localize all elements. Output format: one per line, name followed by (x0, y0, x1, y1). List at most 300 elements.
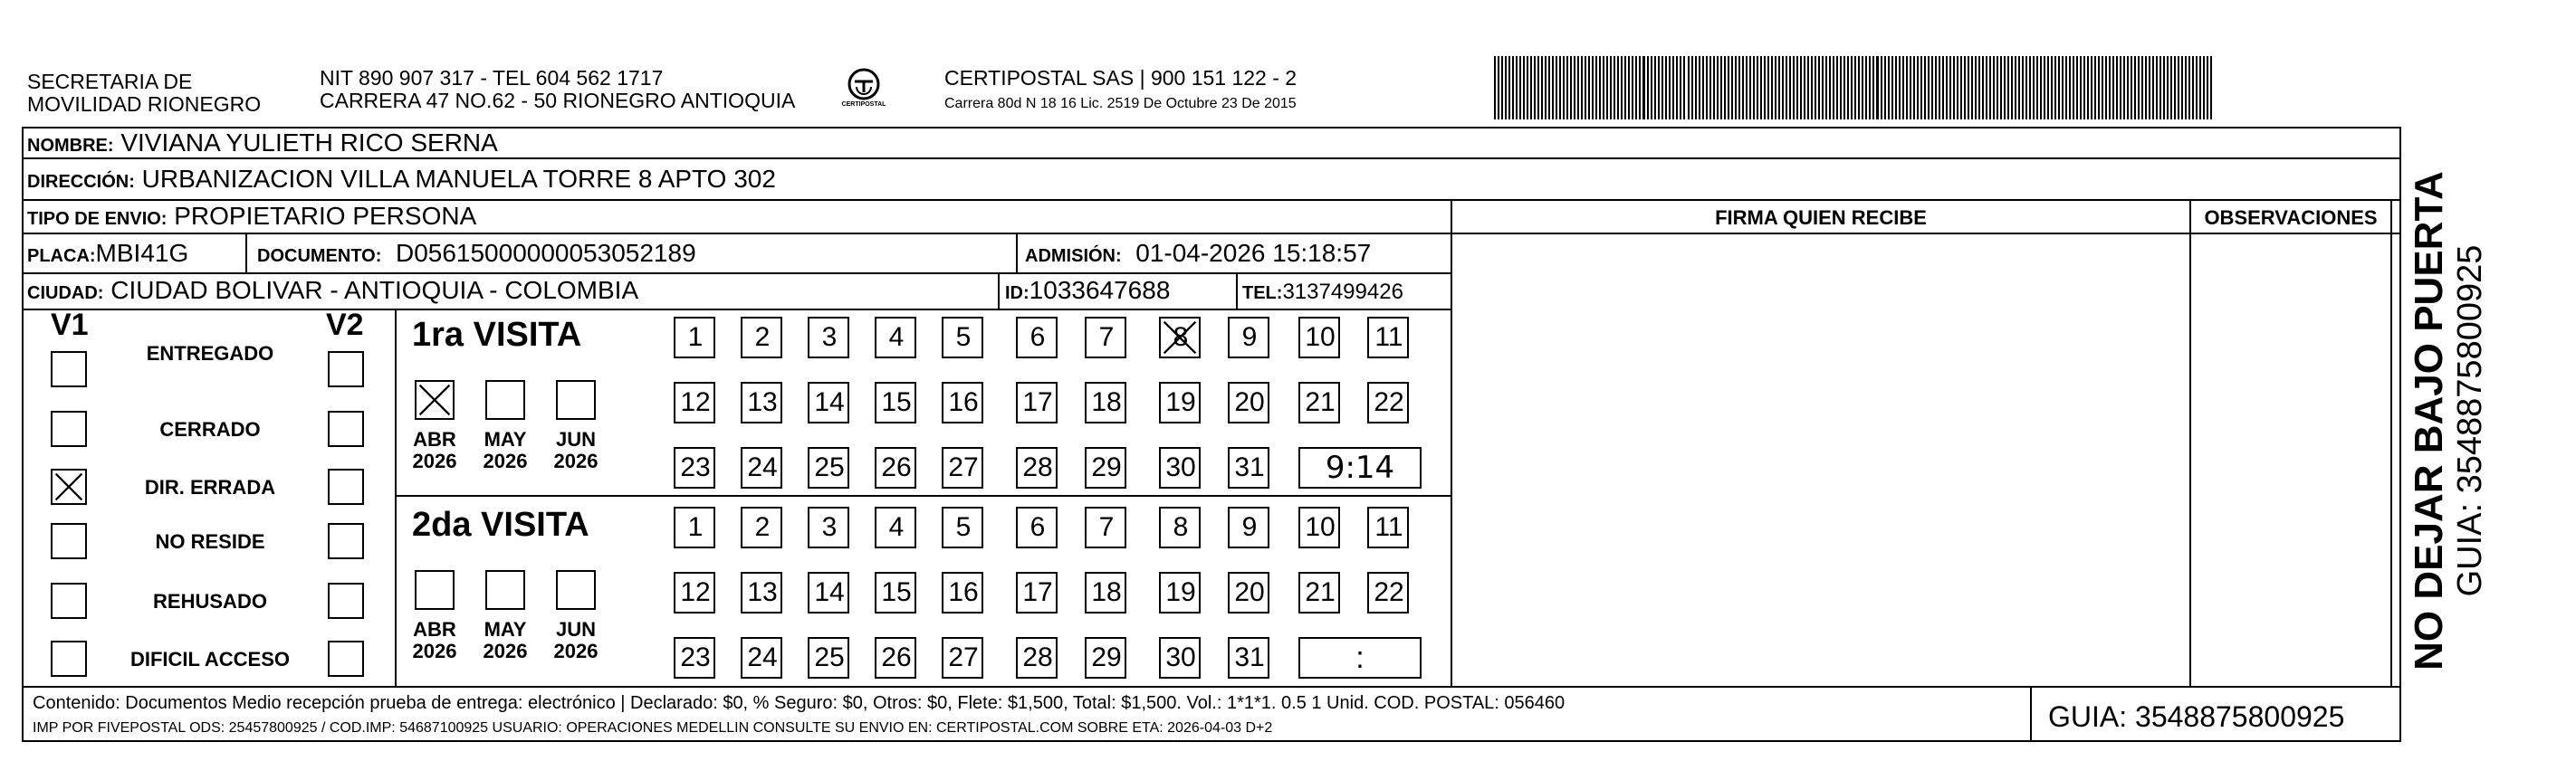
month-name: JUN (555, 618, 596, 641)
status-label: DIR. ERRADA (144, 476, 276, 499)
barcode-bar (2196, 56, 2198, 119)
day-box-12[interactable]: 12 (674, 572, 715, 614)
barcode-bar (1545, 56, 1547, 119)
day-box-12[interactable]: 12 (674, 382, 715, 423)
nombre-field (27, 128, 498, 160)
barcode-bar (1505, 56, 1507, 119)
day-box-27[interactable]: 27 (942, 637, 983, 679)
barcode-bar (2073, 56, 2074, 119)
barcode-bar (1800, 56, 1802, 119)
documento-label: DOCUMENTO: (257, 246, 382, 266)
barcode-bar (1570, 56, 1572, 119)
day-box-16[interactable]: 16 (942, 572, 983, 614)
barcode-bar (1574, 56, 1575, 119)
barcode-bar (1606, 56, 1608, 119)
barcode-bar (1713, 56, 1715, 119)
barcode-bar (1699, 56, 1700, 119)
day-box-26[interactable]: 26 (875, 637, 916, 679)
barcode-bar (1665, 56, 1667, 119)
barcode-bar (1910, 56, 1911, 119)
barcode-bar (1581, 56, 1583, 119)
month-checkbox-abr[interactable] (415, 570, 455, 610)
day-box-15[interactable]: 15 (875, 382, 916, 423)
day-box-6[interactable]: 6 (1016, 507, 1058, 548)
barcode-bar (2102, 56, 2103, 119)
status-label: DIFICIL ACCESO (129, 648, 290, 671)
barcode-bar (1746, 56, 1748, 119)
day-box-14[interactable]: 14 (808, 572, 849, 614)
courier-address: Carrera 80d N 18 16 Lic. 2519 De Octubre 23 De 2015 (944, 96, 1297, 111)
day-box-8[interactable]: 8 (1159, 317, 1201, 358)
month-label (403, 619, 466, 662)
barcode-bar (1942, 56, 1944, 119)
barcode-bar (2094, 56, 2096, 119)
v1-checkbox[interactable] (51, 583, 87, 619)
barcode-bar (1537, 56, 1539, 119)
v2-checkbox[interactable] (328, 411, 364, 447)
barcode-bar (1865, 56, 1867, 119)
v1-checkbox[interactable] (51, 351, 87, 387)
barcode-bar (2051, 56, 2053, 119)
barcode-bar (1782, 56, 1784, 119)
barcode-bar (1931, 56, 1933, 119)
day-box-7[interactable]: 7 (1085, 507, 1126, 548)
barcode-bar (2120, 56, 2121, 119)
barcode-bar (1789, 56, 1791, 119)
barcode-bar (1651, 56, 1652, 119)
barcode-bar (1742, 56, 1744, 119)
day-box-22[interactable]: 22 (1367, 382, 1409, 423)
month-checkbox-may[interactable] (485, 380, 525, 420)
barcode-bar (2149, 56, 2150, 119)
day-box-28[interactable]: 28 (1016, 447, 1058, 489)
tipo-envio-value: PROPIETARIO PERSONA (174, 202, 477, 230)
day-box-3[interactable]: 3 (808, 507, 849, 548)
barcode-bar (1847, 56, 1849, 119)
barcode-bar (1695, 56, 1697, 119)
barcode-bar (2134, 56, 2136, 119)
nit-line: NIT 890 907 317 - TEL 604 562 1717 (320, 66, 664, 90)
barcode-bar (1680, 56, 1681, 119)
barcode-bar (1829, 56, 1831, 119)
barcode-bar (1585, 56, 1586, 119)
contenido-line: Contenido: Documentos Medio recepción prueba de entrega: electrónico | Declarado: $0, % Seguro: $0, Otros: $0, Flete: $1,500, Total: $1,500. Vol.: 1*1*1. 0.5 1 Unid. COD. POSTAL: 056460 (33, 693, 1566, 713)
barcode-bar (2131, 56, 2132, 119)
day-box-31[interactable]: 31 (1228, 447, 1269, 489)
day-box-8[interactable]: 8 (1159, 507, 1201, 548)
barcode-bar (1825, 56, 1827, 119)
barcode-bar (1688, 56, 1690, 119)
barcode-bar (2185, 56, 2187, 119)
day-box-20[interactable]: 20 (1228, 382, 1269, 423)
barcode-bar (1843, 56, 1845, 119)
id-value: 1033647688 (1029, 276, 1171, 304)
barcode-bar (1735, 56, 1737, 119)
day-box-23[interactable]: 23 (674, 637, 715, 679)
barcode-bar (1888, 56, 1890, 119)
barcode-bar (1804, 56, 1805, 119)
barcode-bar (1872, 56, 1874, 119)
barcode-bar (1541, 56, 1543, 119)
documento-value: D05615000000053052189 (395, 239, 696, 267)
barcode-bar (1731, 56, 1733, 119)
barcode-bar (2004, 56, 2006, 119)
month-checkbox-abr[interactable] (415, 380, 455, 420)
barcode-bar (1508, 56, 1510, 119)
agency-name (27, 71, 261, 116)
day-box-21[interactable]: 21 (1298, 572, 1340, 614)
certipostal-logo (838, 65, 889, 116)
visit2-title: 2da VISITA (412, 506, 589, 544)
barcode-bar (1760, 56, 1762, 119)
day-box-10[interactable]: 10 (1298, 507, 1340, 548)
day-box-17[interactable]: 17 (1016, 382, 1058, 423)
day-box-6[interactable]: 6 (1016, 317, 1058, 358)
day-box-7[interactable]: 7 (1085, 317, 1126, 358)
barcode-bar (2123, 56, 2125, 119)
placa-value: MBI41G (95, 239, 189, 267)
tipo-envio-field (27, 202, 476, 233)
day-box-30[interactable]: 30 (1159, 447, 1201, 489)
documento-field (257, 239, 696, 271)
month-name: MAY (484, 428, 527, 451)
month-label (544, 429, 608, 472)
barcode-bar (2069, 56, 2071, 119)
barcode-bar (1628, 56, 1630, 119)
day-box-9[interactable]: 9 (1228, 507, 1269, 548)
barcode-bar (2112, 56, 2114, 119)
barcode-bar (2116, 56, 2118, 119)
day-box-20[interactable]: 20 (1228, 572, 1269, 614)
imp-line: IMP POR FIVEPOSTAL ODS: 25457800925 / COD.IMP: 54687100925 USUARIO: OPERACIONES MEDELLIN CONSULTE SU ENVIO EN: CERTIPOSTAL.COM SOBRE ETA: 2026-04-03 D+2 (33, 720, 1273, 736)
day-box-21[interactable]: 21 (1298, 382, 1340, 423)
month-label (474, 429, 537, 472)
barcode-bar (1577, 56, 1579, 119)
barcode-bar (1563, 56, 1565, 119)
barcode-bar (1891, 56, 1893, 119)
barcode-bar (1552, 56, 1554, 119)
barcode-bar (2170, 56, 2172, 119)
barcode-bar (1501, 56, 1503, 119)
barcode-bar (1793, 56, 1795, 119)
barcode-bar (2141, 56, 2143, 119)
divider (22, 272, 1452, 274)
month-year: 2026 (553, 640, 599, 662)
tel-value: 3137499426 (1282, 280, 1403, 304)
day-box-24[interactable]: 24 (741, 447, 782, 489)
day-box-14[interactable]: 14 (808, 382, 849, 423)
barcode-bar (1647, 56, 1649, 119)
barcode-bar (1654, 56, 1656, 119)
barcode-bar (1527, 56, 1528, 119)
month-year: 2026 (412, 450, 457, 472)
barcode-bar (2047, 56, 2049, 119)
barcode-bar (1617, 56, 1619, 119)
address-line: CARRERA 47 NO.62 - 50 RIONEGRO ANTIOQUIA (320, 89, 796, 112)
barcode-bar (1588, 56, 1590, 119)
day-box-22[interactable]: 22 (1367, 572, 1409, 614)
barcode-bar (1702, 56, 1704, 119)
month-name: ABR (413, 428, 456, 451)
month-checkbox-jun[interactable] (556, 570, 596, 610)
day-box-25[interactable]: 25 (808, 637, 849, 679)
day-box-11[interactable]: 11 (1367, 507, 1409, 548)
tel-field (1242, 278, 1403, 308)
barcode-bar (1720, 56, 1722, 119)
ciudad-value: CIUDAD BOLIVAR - ANTIOQUIA - COLOMBIA (110, 276, 639, 304)
barcode-bar (1658, 56, 1660, 119)
barcode-bar (1738, 56, 1740, 119)
visit1-title: 1ra VISITA (412, 316, 582, 354)
barcode-bar (1946, 56, 1948, 119)
v2-checkbox[interactable] (328, 641, 364, 677)
x-mark (53, 471, 85, 503)
barcode-bar (2044, 56, 2045, 119)
barcode-bar (1811, 56, 1813, 119)
firma-column-heading: FIRMA QUIEN RECIBE (1715, 206, 1927, 229)
barcode-bar (2062, 56, 2064, 119)
barcode-bar (1621, 56, 1623, 119)
day-box-30[interactable]: 30 (1159, 637, 1201, 679)
no-dejar-bajo-puerta: NO DEJAR BAJO PUERTA (2407, 171, 2451, 671)
barcode-bar (1595, 56, 1597, 119)
day-box-29[interactable]: 29 (1085, 447, 1126, 489)
divider (22, 199, 2401, 201)
day-box-4[interactable]: 4 (875, 317, 916, 358)
divider (1451, 199, 1452, 688)
barcode-bar (1672, 56, 1674, 119)
v2-checkbox[interactable] (328, 351, 364, 387)
barcode-bar (2036, 56, 2038, 119)
day-box-10[interactable]: 10 (1298, 317, 1340, 358)
barcode-bar (1709, 56, 1711, 119)
day-box-29[interactable]: 29 (1085, 637, 1126, 679)
barcode-bar (2138, 56, 2140, 119)
barcode-bar (1881, 56, 1882, 119)
barcode-bar (1599, 56, 1601, 119)
month-checkbox-jun[interactable] (556, 380, 596, 420)
id-label: ID: (1005, 283, 1029, 303)
barcode-bar (2163, 56, 2165, 119)
barcode-bar (2033, 56, 2035, 119)
barcode-bar (1913, 56, 1915, 119)
day-box-26[interactable]: 26 (875, 447, 916, 489)
barcode-bar (1728, 56, 1729, 119)
day-box-13[interactable]: 13 (741, 572, 782, 614)
day-box-28[interactable]: 28 (1016, 637, 1058, 679)
day-box-4[interactable]: 4 (875, 507, 916, 548)
nombre-value: VIVIANA YULIETH RICO SERNA (120, 128, 498, 157)
barcode-bar (1624, 56, 1626, 119)
direccion-label: DIRECCIÓN: (27, 172, 135, 192)
time-box[interactable]: 9:14 (1298, 447, 1422, 489)
barcode-bar (1717, 56, 1719, 119)
day-box-16[interactable]: 16 (942, 382, 983, 423)
day-box-5[interactable]: 5 (942, 507, 983, 548)
barcode-bar (2000, 56, 2002, 119)
barcode-bar (2127, 56, 2129, 119)
barcode-bar (2188, 56, 2190, 119)
month-checkbox-may[interactable] (485, 570, 525, 610)
v2-checkbox[interactable] (328, 583, 364, 619)
barcode-bar (2105, 56, 2107, 119)
barcode-bar (1796, 56, 1798, 119)
courier-name: CERTIPOSTAL SAS | 900 151 122 - 2 (944, 66, 1298, 90)
barcode-bar (2159, 56, 2161, 119)
barcode-bar (1753, 56, 1755, 119)
direccion-field (27, 165, 776, 196)
barcode-bar (2040, 56, 2042, 119)
v2-checkbox[interactable] (328, 523, 364, 559)
day-box-1[interactable]: 1 (674, 507, 715, 548)
v1-checkbox[interactable] (51, 641, 87, 677)
barcode-bar (1854, 56, 1856, 119)
day-box-25[interactable]: 25 (808, 447, 849, 489)
agency-line-1: SECRETARIA DE (27, 70, 193, 93)
barcode-bar (1971, 56, 1973, 119)
direccion-value: URBANIZACION VILLA MANUELA TORRE 8 APTO 302 (141, 165, 776, 193)
admision-field (1025, 239, 1371, 271)
barcode-bar (1691, 56, 1693, 119)
barcode-bar (1614, 56, 1615, 119)
time-box[interactable]: : (1298, 637, 1422, 679)
barcode-bar (1869, 56, 1871, 119)
barcode-bar (2167, 56, 2169, 119)
v1-checkbox[interactable] (51, 523, 87, 559)
barcode-bar (2152, 56, 2154, 119)
barcode-bar (2011, 56, 2013, 119)
day-box-18[interactable]: 18 (1085, 382, 1126, 423)
barcode-bar (1975, 56, 1977, 119)
v1-checkbox[interactable] (51, 411, 87, 447)
divider (22, 686, 2401, 688)
barcode-bar (1968, 56, 1969, 119)
month-name: MAY (484, 618, 527, 641)
barcode-bar (1920, 56, 1922, 119)
barcode-bar (2022, 56, 2024, 119)
barcode-bar (2018, 56, 2020, 119)
v2-heading: V2 (326, 308, 364, 342)
month-year: 2026 (553, 450, 599, 472)
barcode-bar (1498, 56, 1499, 119)
day-box-31[interactable]: 31 (1228, 637, 1269, 679)
day-box-18[interactable]: 18 (1085, 572, 1126, 614)
barcode-bar (2181, 56, 2183, 119)
barcode-bar (1902, 56, 1904, 119)
barcode-bar (1818, 56, 1820, 119)
barcode-bar (1822, 56, 1824, 119)
day-box-24[interactable]: 24 (741, 637, 782, 679)
status-label: REHUSADO (153, 590, 267, 613)
day-box-2[interactable]: 2 (741, 317, 782, 358)
day-box-5[interactable]: 5 (942, 317, 983, 358)
day-box-19[interactable]: 19 (1159, 382, 1201, 423)
day-box-19[interactable]: 19 (1159, 572, 1201, 614)
day-box-27[interactable]: 27 (942, 447, 983, 489)
barcode-bar (1683, 56, 1685, 119)
status-label: NO RESIDE (155, 530, 265, 553)
barcode-bar (2007, 56, 2009, 119)
barcode-bar (1603, 56, 1604, 119)
barcode-bar (2083, 56, 2085, 119)
guia-box: GUIA: 3548875800925 (2048, 700, 2345, 733)
barcode-bar (1997, 56, 1998, 119)
barcode-bar (1851, 56, 1853, 119)
ciudad-label: CIUDAD: (27, 283, 104, 303)
barcode-bar (1592, 56, 1594, 119)
barcode-bar (1895, 56, 1897, 119)
x-mark (417, 382, 453, 418)
day-box-3[interactable]: 3 (808, 317, 849, 358)
month-label (403, 429, 466, 472)
barcode-bar (1642, 56, 1645, 119)
barcode-bar (1833, 56, 1834, 119)
barcode-bar (2080, 56, 2082, 119)
barcode-bar (1858, 56, 1860, 119)
admision-value: 01-04-2026 15:18:57 (1135, 239, 1372, 267)
barcode-bar (1964, 56, 1966, 119)
day-box-15[interactable]: 15 (875, 572, 916, 614)
barcode-bar (1516, 56, 1518, 119)
barcode-bar (2091, 56, 2092, 119)
barcode-bar (1924, 56, 1926, 119)
barcode-bar (2065, 56, 2067, 119)
barcode-bar (1836, 56, 1838, 119)
barcode-bar (1993, 56, 1995, 119)
day-box-17[interactable]: 17 (1016, 572, 1058, 614)
barcode-bar (2192, 56, 2194, 119)
observaciones-column-heading: OBSERVACIONES (2204, 206, 2378, 229)
nombre-label: NOMBRE: (27, 136, 114, 156)
barcode-bar (2210, 56, 2212, 119)
v2-checkbox[interactable] (328, 469, 364, 505)
barcode-bar (1764, 56, 1766, 119)
day-box-1[interactable]: 1 (674, 317, 715, 358)
day-box-13[interactable]: 13 (741, 382, 782, 423)
divider (2030, 686, 2032, 742)
day-box-9[interactable]: 9 (1228, 317, 1269, 358)
day-box-23[interactable]: 23 (674, 447, 715, 489)
barcode-bar (1559, 56, 1561, 119)
barcode-bar (1876, 56, 1879, 119)
barcode-bar (1978, 56, 1980, 119)
admision-label: ADMISIÓN: (1025, 246, 1122, 266)
barcode-bar (2087, 56, 2089, 119)
v1-checkbox[interactable] (51, 469, 87, 505)
barcode-bar (1724, 56, 1726, 119)
day-box-11[interactable]: 11 (1367, 317, 1409, 358)
barcode-bar (1771, 56, 1773, 119)
barcode-bar (1899, 56, 1901, 119)
barcode-bar (2178, 56, 2179, 119)
month-year: 2026 (412, 640, 457, 662)
barcode-bar (2029, 56, 2031, 119)
day-box-2[interactable]: 2 (741, 507, 782, 548)
divider (395, 309, 397, 688)
barcode-bar (1953, 56, 1955, 119)
barcode-bar (1957, 56, 1958, 119)
divider (2390, 199, 2392, 688)
barcode-bar (1669, 56, 1671, 119)
barcode-bar (2054, 56, 2056, 119)
barcode-bar (1566, 56, 1568, 119)
barcode-bar (1840, 56, 1842, 119)
barcode-bar (1610, 56, 1612, 119)
divider (22, 309, 1452, 310)
barcode-bar (2058, 56, 2060, 119)
x-mark (1161, 319, 1199, 357)
ciudad-field (27, 276, 638, 308)
